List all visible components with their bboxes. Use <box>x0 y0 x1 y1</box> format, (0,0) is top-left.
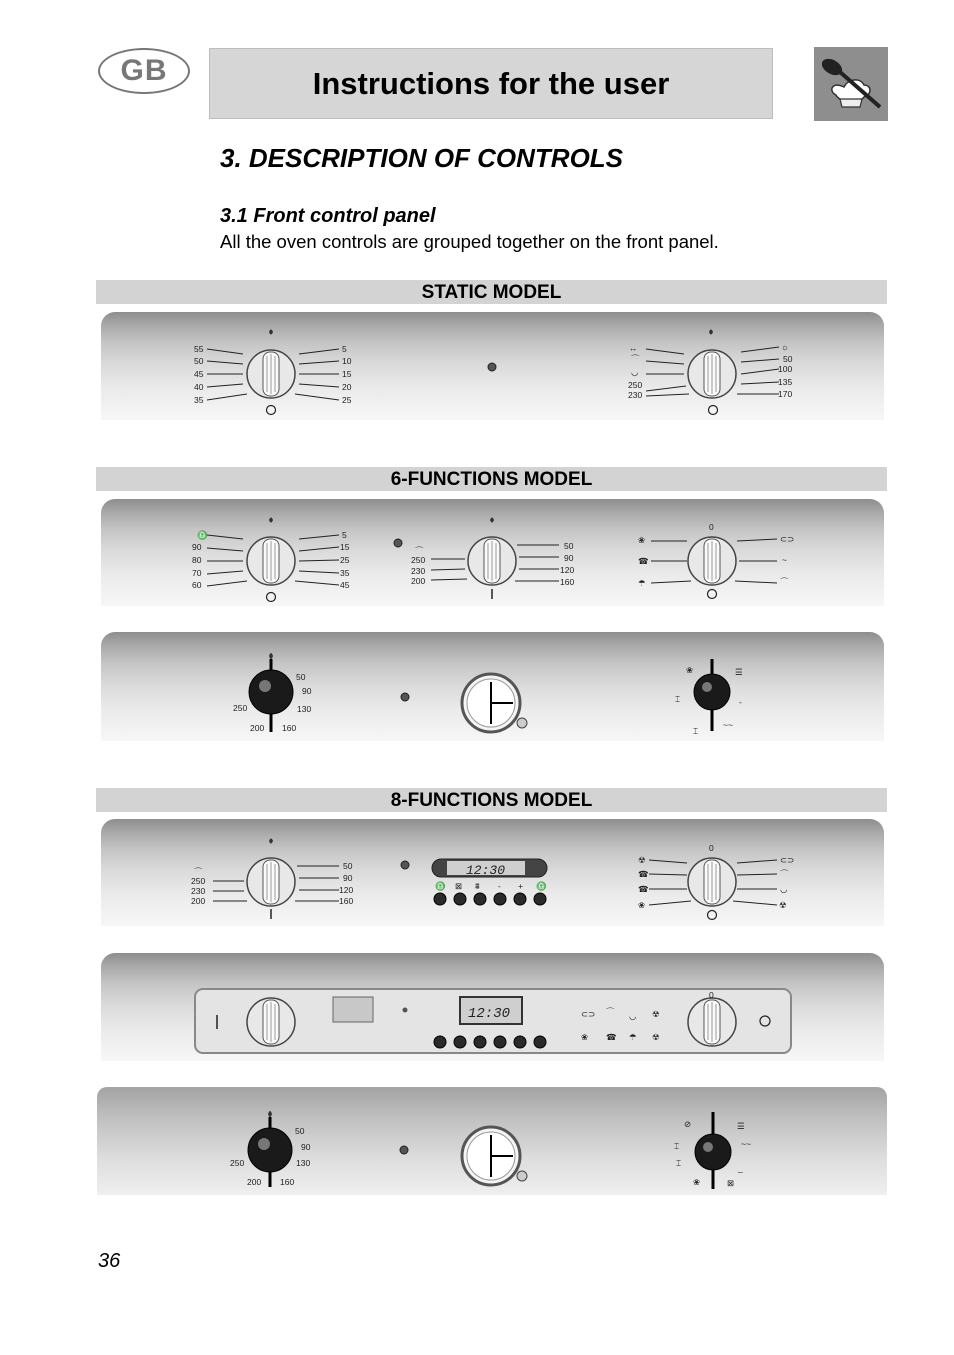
programmer-button-5[interactable] <box>514 893 526 905</box>
timer-knob[interactable] <box>247 537 295 585</box>
fan-top-bottom-icon: ☎ <box>638 556 649 566</box>
programmer-button-6[interactable] <box>534 1036 546 1048</box>
six-functions-panel-b <box>101 632 884 741</box>
timer-label-r2: 15 <box>342 369 352 379</box>
top-heat-icon: ~~ <box>741 1139 751 1149</box>
timer-label-r3: 20 <box>342 382 352 392</box>
thermo-scale-130: 130 <box>296 1158 311 1168</box>
selector-off-label: 0 <box>709 843 714 853</box>
bell-icon: ♎ <box>197 530 208 540</box>
grill-icon: ☢ <box>779 900 787 910</box>
thermo-scale-160: 160 <box>280 1177 295 1187</box>
programmer-button-3[interactable] <box>474 1036 486 1048</box>
programmer-button-4[interactable] <box>494 893 506 905</box>
grill-icon: ☢ <box>652 1009 660 1019</box>
clock-icon <box>267 406 276 415</box>
eight-functions-model-heading: 8-FUNCTIONS MODEL <box>96 788 887 812</box>
bottom-heat-icon: ◡ <box>629 1011 637 1021</box>
thermo-scale-130: 130 <box>297 704 312 714</box>
programmer-button-2[interactable] <box>454 893 466 905</box>
subsection-title: 3.1 Front control panel <box>220 205 436 227</box>
pilot-light <box>394 539 402 547</box>
timer-label-r1: 15 <box>340 542 350 552</box>
pilot-light <box>400 1146 408 1154</box>
timer-label-r4: 25 <box>342 395 352 405</box>
timer-label-l0: 90 <box>192 542 202 552</box>
timer-label-l3: 40 <box>194 382 204 392</box>
thermo-label-l1: 230 <box>411 566 426 576</box>
thermo-label-r2: 135 <box>778 377 793 387</box>
function-selector-knob-black[interactable] <box>695 1112 731 1189</box>
thermo-label-r0: 50 <box>343 861 353 871</box>
programmer-display: 12:30 <box>468 1006 511 1022</box>
plus-label: + <box>518 881 523 891</box>
thermostat-knob[interactable] <box>247 858 295 906</box>
thermo-label-r3: 160 <box>560 577 575 587</box>
light-icon: ☼ <box>781 342 789 352</box>
grill-icon: ~ <box>782 555 787 565</box>
eight-functions-panel-c <box>97 1087 887 1195</box>
thermo-scale-200: 200 <box>247 1177 262 1187</box>
grill-icon: ⌶ <box>675 694 681 704</box>
fan-icon: ⊘ <box>684 1119 692 1129</box>
top-heat-icon-2: ⌒ <box>780 869 789 879</box>
thermo-label-l0: 250 <box>411 555 426 565</box>
manual-icon: ♎ <box>536 881 547 891</box>
top-bottom-heat-icon: ⊂⊃ <box>581 1009 596 1019</box>
selector-off-label: 0 <box>709 522 714 532</box>
thermo-scale-200: 200 <box>250 723 265 733</box>
timer-label-r0: 5 <box>342 344 347 354</box>
fan-top-bottom-icon: ☎ <box>606 1032 617 1042</box>
timer-label-r2: 25 <box>340 555 350 565</box>
thermostat-knob[interactable] <box>468 537 516 585</box>
bottom-heat-icon: ◡ <box>780 884 788 894</box>
timer-label-l2: 45 <box>194 369 204 379</box>
top-bottom-heat-icon: ⊂⊃ <box>780 855 795 865</box>
fan-top-bottom-icon: ☎ <box>638 869 649 879</box>
eight-functions-panel-a <box>101 819 884 926</box>
mode-top-bottom-icon: ↔ <box>629 343 638 353</box>
thermo-label-l1: 230 <box>628 390 643 400</box>
thermo-label-r0: 50 <box>783 354 793 364</box>
defrost-icon: ❀ <box>638 900 646 910</box>
function-selector-knob[interactable] <box>688 998 736 1046</box>
timer-label-l2: 70 <box>192 568 202 578</box>
timer-label-l3: 60 <box>192 580 202 590</box>
timer-knob[interactable] <box>247 350 295 398</box>
top-bottom-heat-icon: ☰ <box>735 667 743 677</box>
top-heat-icon: - <box>739 697 742 707</box>
programmer-button-4[interactable] <box>494 1036 506 1048</box>
top-heat-icon: ⌒ <box>415 546 424 556</box>
thermostat-knob[interactable] <box>247 998 295 1046</box>
grill-fan-icon: ⌶ <box>676 1158 682 1168</box>
thermostat-knob[interactable] <box>688 350 736 398</box>
analog-clock[interactable] <box>462 674 527 732</box>
top-bottom-heat-icon: ☰ <box>737 1121 745 1131</box>
thermo-label-r0: 50 <box>564 541 574 551</box>
eight-functions-panel-b <box>101 953 884 1061</box>
pilot-light <box>401 693 409 701</box>
digital-programmer[interactable] <box>460 997 522 1024</box>
cooking-duration-icon: ⩩ <box>475 881 480 891</box>
programmer-button-5[interactable] <box>514 1036 526 1048</box>
thermo-label-r1: 90 <box>343 873 353 883</box>
fan-icon: ☢ <box>638 855 646 865</box>
country-badge: GB <box>98 48 190 94</box>
timer-label-r0: 5 <box>342 530 347 540</box>
thermo-label-l1: 230 <box>191 886 206 896</box>
page-number: 36 <box>98 1250 121 1272</box>
pilot-light <box>401 861 409 869</box>
thermo-label-r1: 90 <box>564 553 574 563</box>
timer-label-r4: 45 <box>340 580 350 590</box>
static-model-heading: STATIC MODEL <box>96 280 887 304</box>
thermo-scale-160: 160 <box>282 723 297 733</box>
digital-programmer[interactable] <box>432 859 547 878</box>
thermo-label-l2: 200 <box>191 896 206 906</box>
six-functions-panel-a <box>101 499 884 606</box>
thermo-scale-50: 50 <box>296 672 306 682</box>
grill-fan-icon: ⌶ <box>693 726 699 736</box>
fan-icon: ☢ <box>652 1032 660 1042</box>
six-functions-model-heading: 6-FUNCTIONS MODEL <box>96 467 887 491</box>
selector-off-label: 0 <box>709 990 714 1000</box>
programmer-button-6[interactable] <box>534 893 546 905</box>
programmer-display: 12:30 <box>466 863 506 878</box>
thermo-label-r3: 170 <box>778 389 793 399</box>
thermo-scale-90: 90 <box>301 1142 311 1152</box>
timer-label-l1: 50 <box>194 356 204 366</box>
analog-clock[interactable] <box>462 1127 527 1185</box>
thermo-label-r1: 100 <box>778 364 793 374</box>
top-heat-icon-2: ⌒ <box>780 577 789 587</box>
grill-icon: ⌶ <box>674 1141 680 1151</box>
thermostat-knob-black[interactable] <box>249 653 293 732</box>
light-icon <box>708 911 717 920</box>
defrost-icon: ❀ <box>581 1032 589 1042</box>
top-heat-icon: ⌒ <box>606 1007 615 1017</box>
thermo-scale-90: 90 <box>302 686 312 696</box>
thermo-label-r2: 120 <box>339 885 354 895</box>
programmer-button-3[interactable] <box>474 893 486 905</box>
mode-top-icon: ⌒ <box>631 354 640 364</box>
thermo-label-l0: 250 <box>191 876 206 886</box>
pilot-light <box>488 363 496 371</box>
programmer-button-2[interactable] <box>454 1036 466 1048</box>
fan-bottom-icon: ☎ <box>638 884 649 894</box>
chef-spoon-logo-icon <box>814 47 888 121</box>
timer-label-l1: 80 <box>192 555 202 565</box>
section-title: 3. DESCRIPTION OF CONTROLS <box>220 143 624 173</box>
grill-fan-icon: ☂ <box>638 578 646 588</box>
timer-label-l4: 35 <box>194 395 204 405</box>
thermo-scale-250: 250 <box>233 703 248 713</box>
cooking-end-icon: ⊠ <box>455 881 463 891</box>
defrost-icon: ❀ <box>693 1177 701 1187</box>
top-bottom-heat-icon: ⊂⊃ <box>780 534 795 544</box>
programmer-button-1[interactable] <box>434 1036 446 1048</box>
bell-icon: ♎ <box>435 881 446 891</box>
thermostat-knob-black[interactable] <box>248 1111 295 1187</box>
thermo-scale-50: 50 <box>295 1126 305 1136</box>
programmer-button-1[interactable] <box>434 893 446 905</box>
pilot-light <box>403 1008 408 1013</box>
bottom-heat-icon: _ <box>738 1163 743 1173</box>
mode-bottom-icon: ◡ <box>631 367 639 377</box>
static-model-panel <box>101 312 884 420</box>
thermo-scale-250: 250 <box>230 1158 245 1168</box>
timer-label-l0: 55 <box>194 344 204 354</box>
function-selector-knob[interactable] <box>688 537 736 585</box>
thermo-label-l0: 250 <box>628 380 643 390</box>
thermo-label-r2: 120 <box>560 565 575 575</box>
timer-label-r3: 35 <box>340 568 350 578</box>
bottom-heat-icon: ~~ <box>723 720 733 730</box>
page-header-title: Instructions for the user <box>209 48 773 119</box>
thermo-label-r3: 160 <box>339 896 354 906</box>
thermometer-icon <box>709 406 718 415</box>
clock-icon <box>267 593 276 602</box>
timer-label-r1: 10 <box>342 356 352 366</box>
fan-bottom-icon: ⊠ <box>727 1178 735 1188</box>
light-icon <box>708 590 717 599</box>
grill-fan-icon: ☂ <box>629 1032 637 1042</box>
fan-icon: ❀ <box>638 535 646 545</box>
intro-text: All the oven controls are grouped together on the front panel. <box>220 231 719 252</box>
function-selector-knob[interactable] <box>688 858 736 906</box>
minus-label: - <box>498 881 501 891</box>
top-heat-icon: ⌒ <box>194 867 203 877</box>
thermo-label-l2: 200 <box>411 576 426 586</box>
fan-icon: ❀ <box>686 665 694 675</box>
